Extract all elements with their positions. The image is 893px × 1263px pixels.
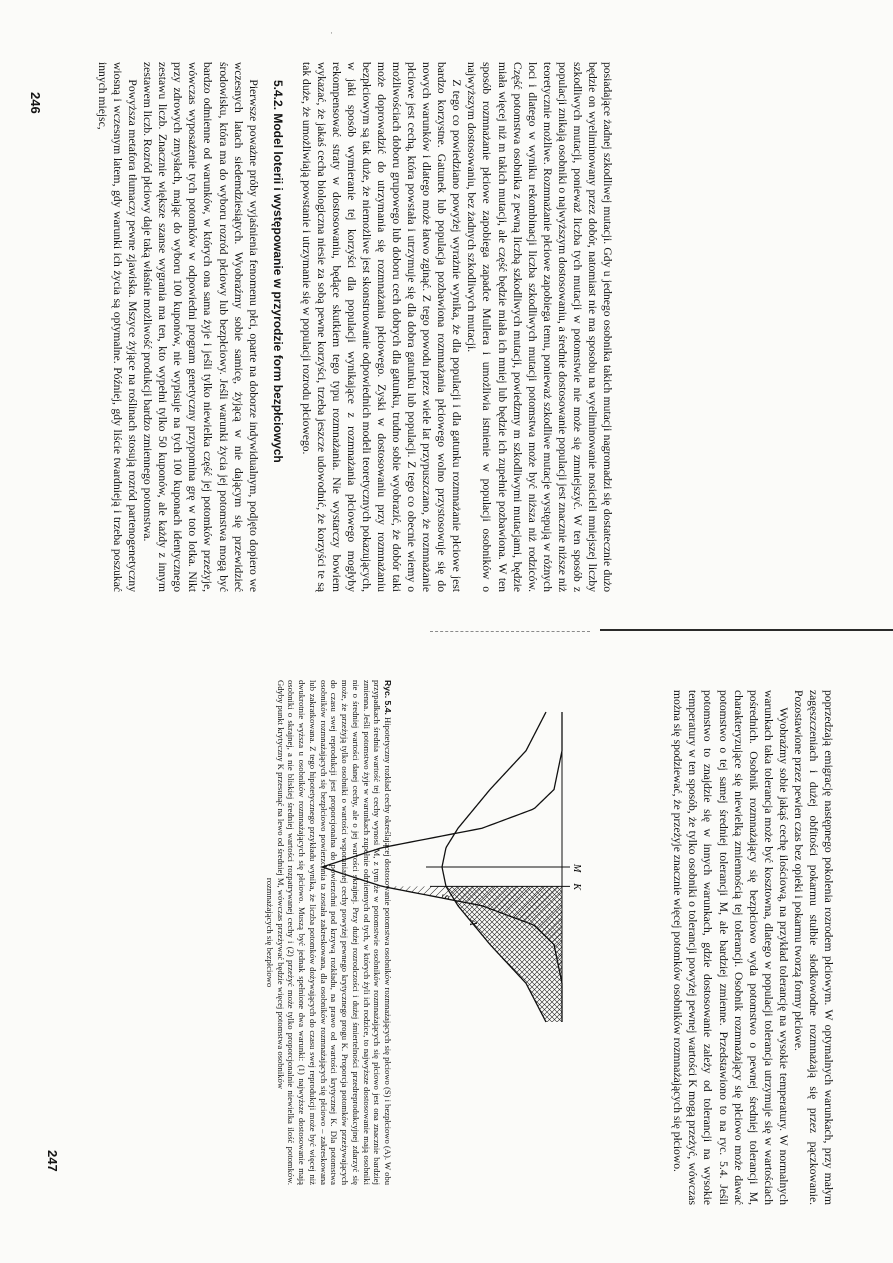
right-paragraph: Wyobraźmy sobie jakąś cechę ilościową, na przykład tolerancję na wysokie temperatury. W normalnych warunkach taka tolerancja może być kosztowna, dlatego w populacji tolerancja utrzymuje się w wartościach pośrednich. Osobnik rozmnażający się bezpłciowo wyda potomstwo o pewnej średniej tolerancji M, charakteryzujące się niewielką zmiennością tej tolerancji. Osobnik rozmnażający się płciowo może dawać potomstwo o tej samej średniej tolerancji M, ale bardziej zmienne. Przedstawiono to na ryc. 5.4. Jeśli potomstwo to znajdzie się w innych warunkach, gdzie dostosowanie zależy od tolerancji na wysokie temperatury w ten sposób, że tylko osobniki o tolerancji powyżej pewnej wartości K mogą przeżyć, wówczas można się spodziewać, że przeżyje znacznie więcej potomków osobników rozmnażających się płciowo.	[671, 690, 790, 1205]
figure-caption	[275, 680, 393, 1185]
page-number-right: 247	[45, 1150, 60, 1172]
scan-mark: ·	[330, 28, 333, 38]
caption-tail: rozmnażających się bezpłciowo	[264, 877, 275, 988]
caption-text: Hipotetyczny rozkład cechy określającej dostosowanie potomstwa osobników rozmnażających się płciowo (S) i bezpłciowo (A). W obu przypadkach średnia wartość tej cechy wynosi M, z tym że w potomstwie osobników rozmnażających się płciowo jest ona znacznie bardziej zmienna. Jeśli potomstwo żyje w warunkach zupełnie odmiennych od tych, w których żyli ich rodzice, to najwyższe dostosowanie mają osobniki nie o średniej wartości danej cechy, ale o jej wartości skrajnej. Przy dużej rozrodczości i dużej śmiertelności przedreprodukcyjnej zdarzyć się może, że przeżyją tylko osobniki o wartości wspomnianej cechy powyżej pewnego krytycznego progu K. Proporcja potomków przeżywających do czasu swej reprodukcji jest proporcjonalna do powierzchni pod krzywą rozkładu, na prawo od wartości krytycznej K. Dla potomstwa osobników rozmnażających się bezpłciowo powierzchnia ta została zakreskowana, dla osobników rozmnażających się płciowo – zakreskowana lub zakratkowana. Z tego hipotetycznego przykładu wynika, że liczba potomków dożywających do czasu swej reprodukcji może być więcej niż dwukrotnie wyższa u osobników rozmnażających się płciowo. Muszą być jednak spełnione dwa warunki: (1) najwyższe dostosowanie mają osobniki o skrajnej, a nie bliskiej średniej wartości rozpatrywanej cechy i (2) przeżyć może tylko proporcjonalnie niewielka ilość potomków. Gdyby punkt krytyczny K przesunąć na lewo od średniej M, wówczas przeżywać będzie więcej potomstwa osobników	[275, 680, 393, 1186]
label-a: A	[467, 919, 478, 926]
page-number-left: 246	[28, 92, 43, 114]
label-k: K	[571, 883, 582, 891]
caption-label: Ryc. 5.4.	[383, 680, 393, 715]
left-paragraph: Z tego co powiedziano powyżej wyrażnie wynika, że dla populacji i dla gatunku rozmnażanie płciowe jest bardzo korzystne. Gatunek lub populacja pozbawiona rozmnażania płciowego wolno przystosowuje się do nowych warunków i dlatego może łatwo zginąć. Z tego powodu przez wiele lat przypuszczano, że rozmnażanie płciowe jest cechą, która powstała i utrzymuje się dla dobra gatunku lub populacji. Z tego co obecnie wiemy o możliwościach doboru grupowego lub doboru cech dobrych dla gatunku, trudno sobie wyobrazić, że dobór taki może doprowadzić do utrzymania się rozmnażania płciowego. Zyski w dostosowaniu przy rozmnażaniu bezpłciowym są tak duże, że niemożliwe jest skonstruowanie odpowiednich modeli teoretycznych pokazujących, w jaki sposób wymieranie tej korzyści dla populacji wynikające z rozmnażania płciowego mogłyby rekompensować straty w dostosowaniu, będące skutkiem tego typu rozmnażania. Nie wystarczy bowiem wykazać, że jakaś cecha biologiczna niesie za sobą pewne korzyści, trzeba jeszcze udowodnić, że korzyści te są tak duże, że umożliwiają powstanie i utrzymanie się w populacji rozrodu płciowego.	[299, 62, 464, 592]
left-paragraph: posiadające żadnej szkodliwej mutacji. Gdy u jednego osobnika takich mutacji nagromadzi się dostatecznie dużo będzie on wyeliminowany przez dobór, natomiast nie ma sposobu na wyeliminowanie nosicieli mniejszej liczby szkodliwych mutacji, ponieważ liczba tych mutacji w potomstwie nie może się zmniejszyć. W ten sposób z populacji znikają osobniki o najwyższym dostosowaniu, a średnie dostosowanie populacji jest znacznie niższe niż teoretycznie możliwe. Rozmnażanie płciowe zapobiega temu, ponieważ szkodliwe mutacje występują w różnych loci i dlatego w wyniku rekombinacji liczba szkodliwych mutacji potomstwa może być niższa niż rodziców. Część potomstwa osobnika z pewną liczbą szkodliwych mutacji, powiedzmy m szkodliwymi mutacjami, będzie miała więcej niż m takich mutacji, ale część będzie miała ich mniej lub będzie ich zupełnie pozbawiona. W ten sposób rozmnażanie płciowe zapobiega zapadce Mullera i umożliwia istnienie w populacji osobników o najwyższym dostosowaniu, bez żadnych szkodliwych mutacji.	[465, 62, 614, 592]
right-page	[0, 640, 893, 1263]
left-page	[0, 0, 893, 626]
right-paragraph: poprzedzają emigrację następnego pokolenia rozrodem płciowym. W optymalnych warunkach, przy małym zagęszczeniach i dużej obfitości pokarmu stułbie słodkowodne rozmnażają się przez pączkowanie. Pozostawione przez pewien czas bez opieki i pokarmu tworzą formy płciowe.	[791, 690, 835, 1205]
left-paragraph: Powyższa metafora tłumaczy pewne zjawiska. Mszyce żyjące na roślinach stosują rozród partenogenetyczny wiosną i wczesnym latem, gdy warunki ich życia są optymalne. Później, gdy liście twardnieją i trzeba poszukać innych miejsc,	[96, 62, 140, 592]
label-s: S	[439, 894, 450, 900]
figure-caption-rotated	[265, 680, 393, 1185]
right-page-text-rotated	[670, 690, 836, 1205]
section-heading: 5.4.2. Model loterii i występowanie w przyrodzie form bezpłciowych	[270, 80, 285, 463]
label-m: M	[571, 864, 582, 873]
left-page-rotated	[95, 62, 615, 592]
page-fold-dash	[430, 631, 590, 632]
page-fold-line	[600, 629, 893, 631]
left-paragraph: Pierwsze poważne próby wyjaśnienia fenomenu płci, oparte na doborze indywidualnym, podjęto dopiero we wczesnych latach siedemdziesiątych. Wyobraźmy sobie samicę, żyjącą w nie dającym się przewidzieć środowisku, która ma do wyboru rozród płciowy lub bezpłciowy. Jeśli warunki życia jej potomstwa mogą być bardzo odmienne od warunków, w których ona sama żyje i jeśli tylko niewielka część jej potomków przeżyje, wówczas wyposażenie tych potomków w odpowiedni program genetyczny przypomina grę w toto lotka. Nikt przy zdrowych zmysłach, mając do wyboru 100 kuponów, nie wypisuje na tych 100 kuponach identycznego zestawu liczb. Znacznie większe szanse wygrania ma ten, kto wypełni tylko 50 kuponów, ale każdy z innym zestawem liczb. Rozród płciowy daje taką właśnie możliwość produkcji bardzo zmiennego potomstwa.	[141, 62, 260, 592]
